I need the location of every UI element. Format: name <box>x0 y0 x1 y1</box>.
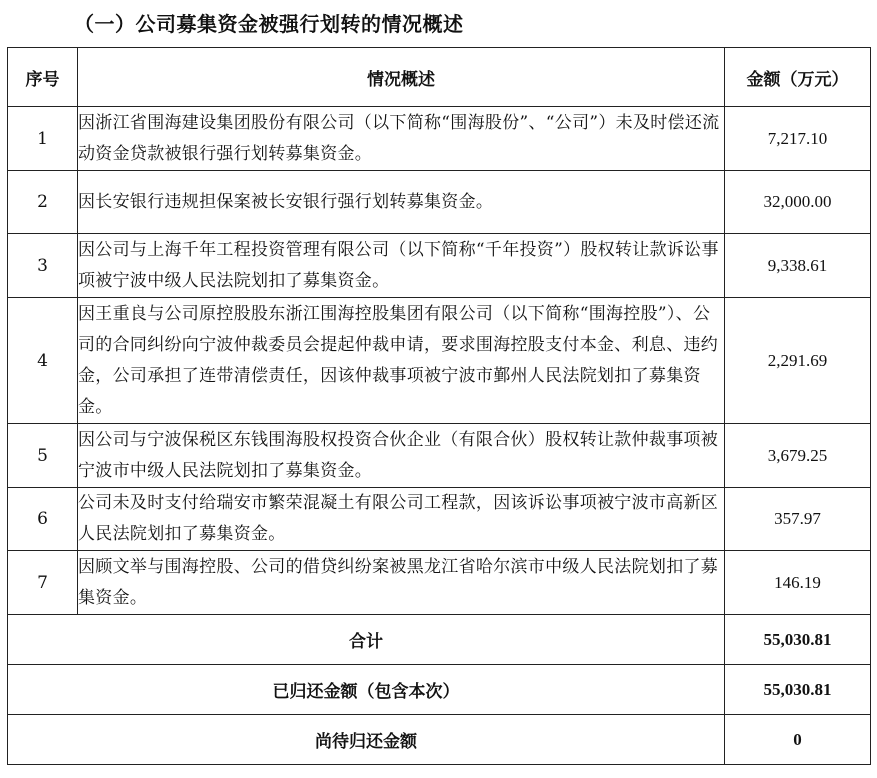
total-label: 合计 <box>8 615 725 665</box>
row-seq: 5 <box>8 424 78 488</box>
row-amount: 357.97 <box>725 488 871 551</box>
returned-value: 55,030.81 <box>725 665 871 715</box>
row-amount: 9,338.61 <box>725 234 871 298</box>
pending-label: 尚待归还金额 <box>8 715 725 765</box>
header-desc: 情况概述 <box>78 48 725 107</box>
pending-row <box>8 715 871 765</box>
row-desc: 因长安银行违规担保案被长安银行强行划转募集资金。 <box>78 171 725 234</box>
total-value: 55,030.81 <box>725 615 871 665</box>
table-row <box>8 171 871 234</box>
row-seq: 4 <box>8 298 78 424</box>
row-seq: 7 <box>8 551 78 615</box>
row-desc: 公司未及时支付给瑞安市繁荣混凝土有限公司工程款，因该诉讼事项被宁波市高新区人民法院划扣了募集资金。 <box>78 488 725 551</box>
row-desc: 因公司与宁波保税区东钱围海股权投资合伙企业（有限合伙）股权转让款仲裁事项被宁波市中级人民法院划扣了募集资金。 <box>78 424 725 488</box>
returned-row <box>8 665 871 715</box>
row-desc: 因顾文举与围海控股、公司的借贷纠纷案被黑龙江省哈尔滨市中级人民法院划扣了募集资金。 <box>78 551 725 615</box>
table-row <box>8 424 871 488</box>
header-amount: 金额（万元） <box>725 48 871 107</box>
row-seq: 2 <box>8 171 78 234</box>
table-row <box>8 107 871 171</box>
table-header-row <box>8 48 871 107</box>
row-amount: 32,000.00 <box>725 171 871 234</box>
row-seq: 1 <box>8 107 78 171</box>
row-desc: 因浙江省围海建设集团股份有限公司（以下简称“围海股份”、“公司”）未及时偿还流动资金贷款被银行强行划转募集资金。 <box>78 107 725 171</box>
pending-value: 0 <box>725 715 871 765</box>
section-heading: （一）公司募集资金被强行划转的情况概述 <box>74 12 464 36</box>
row-desc: 因王重良与公司原控股股东浙江围海控股集团有限公司（以下简称“围海控股”）、公司的合同纠纷向宁波仲裁委员会提起仲裁申请，要求围海控股支付本金、利息、违约金，公司承担了连带清偿责任，因该仲裁事项被宁波市鄞州人民法院划扣了募集资金。 <box>78 298 725 424</box>
row-amount: 7,217.10 <box>725 107 871 171</box>
header-seq: 序号 <box>8 48 78 107</box>
row-seq: 6 <box>8 488 78 551</box>
row-desc: 因公司与上海千年工程投资管理有限公司（以下简称“千年投资”）股权转让款诉讼事项被宁波中级人民法院划扣了募集资金。 <box>78 234 725 298</box>
returned-label: 已归还金额（包含本次） <box>8 665 725 715</box>
table-row <box>8 551 871 615</box>
table-row <box>8 488 871 551</box>
fund-transfer-table <box>7 47 871 765</box>
row-amount: 146.19 <box>725 551 871 615</box>
table-row <box>8 234 871 298</box>
row-amount: 2,291.69 <box>725 298 871 424</box>
table-row <box>8 298 871 424</box>
total-row <box>8 615 871 665</box>
row-seq: 3 <box>8 234 78 298</box>
row-amount: 3,679.25 <box>725 424 871 488</box>
